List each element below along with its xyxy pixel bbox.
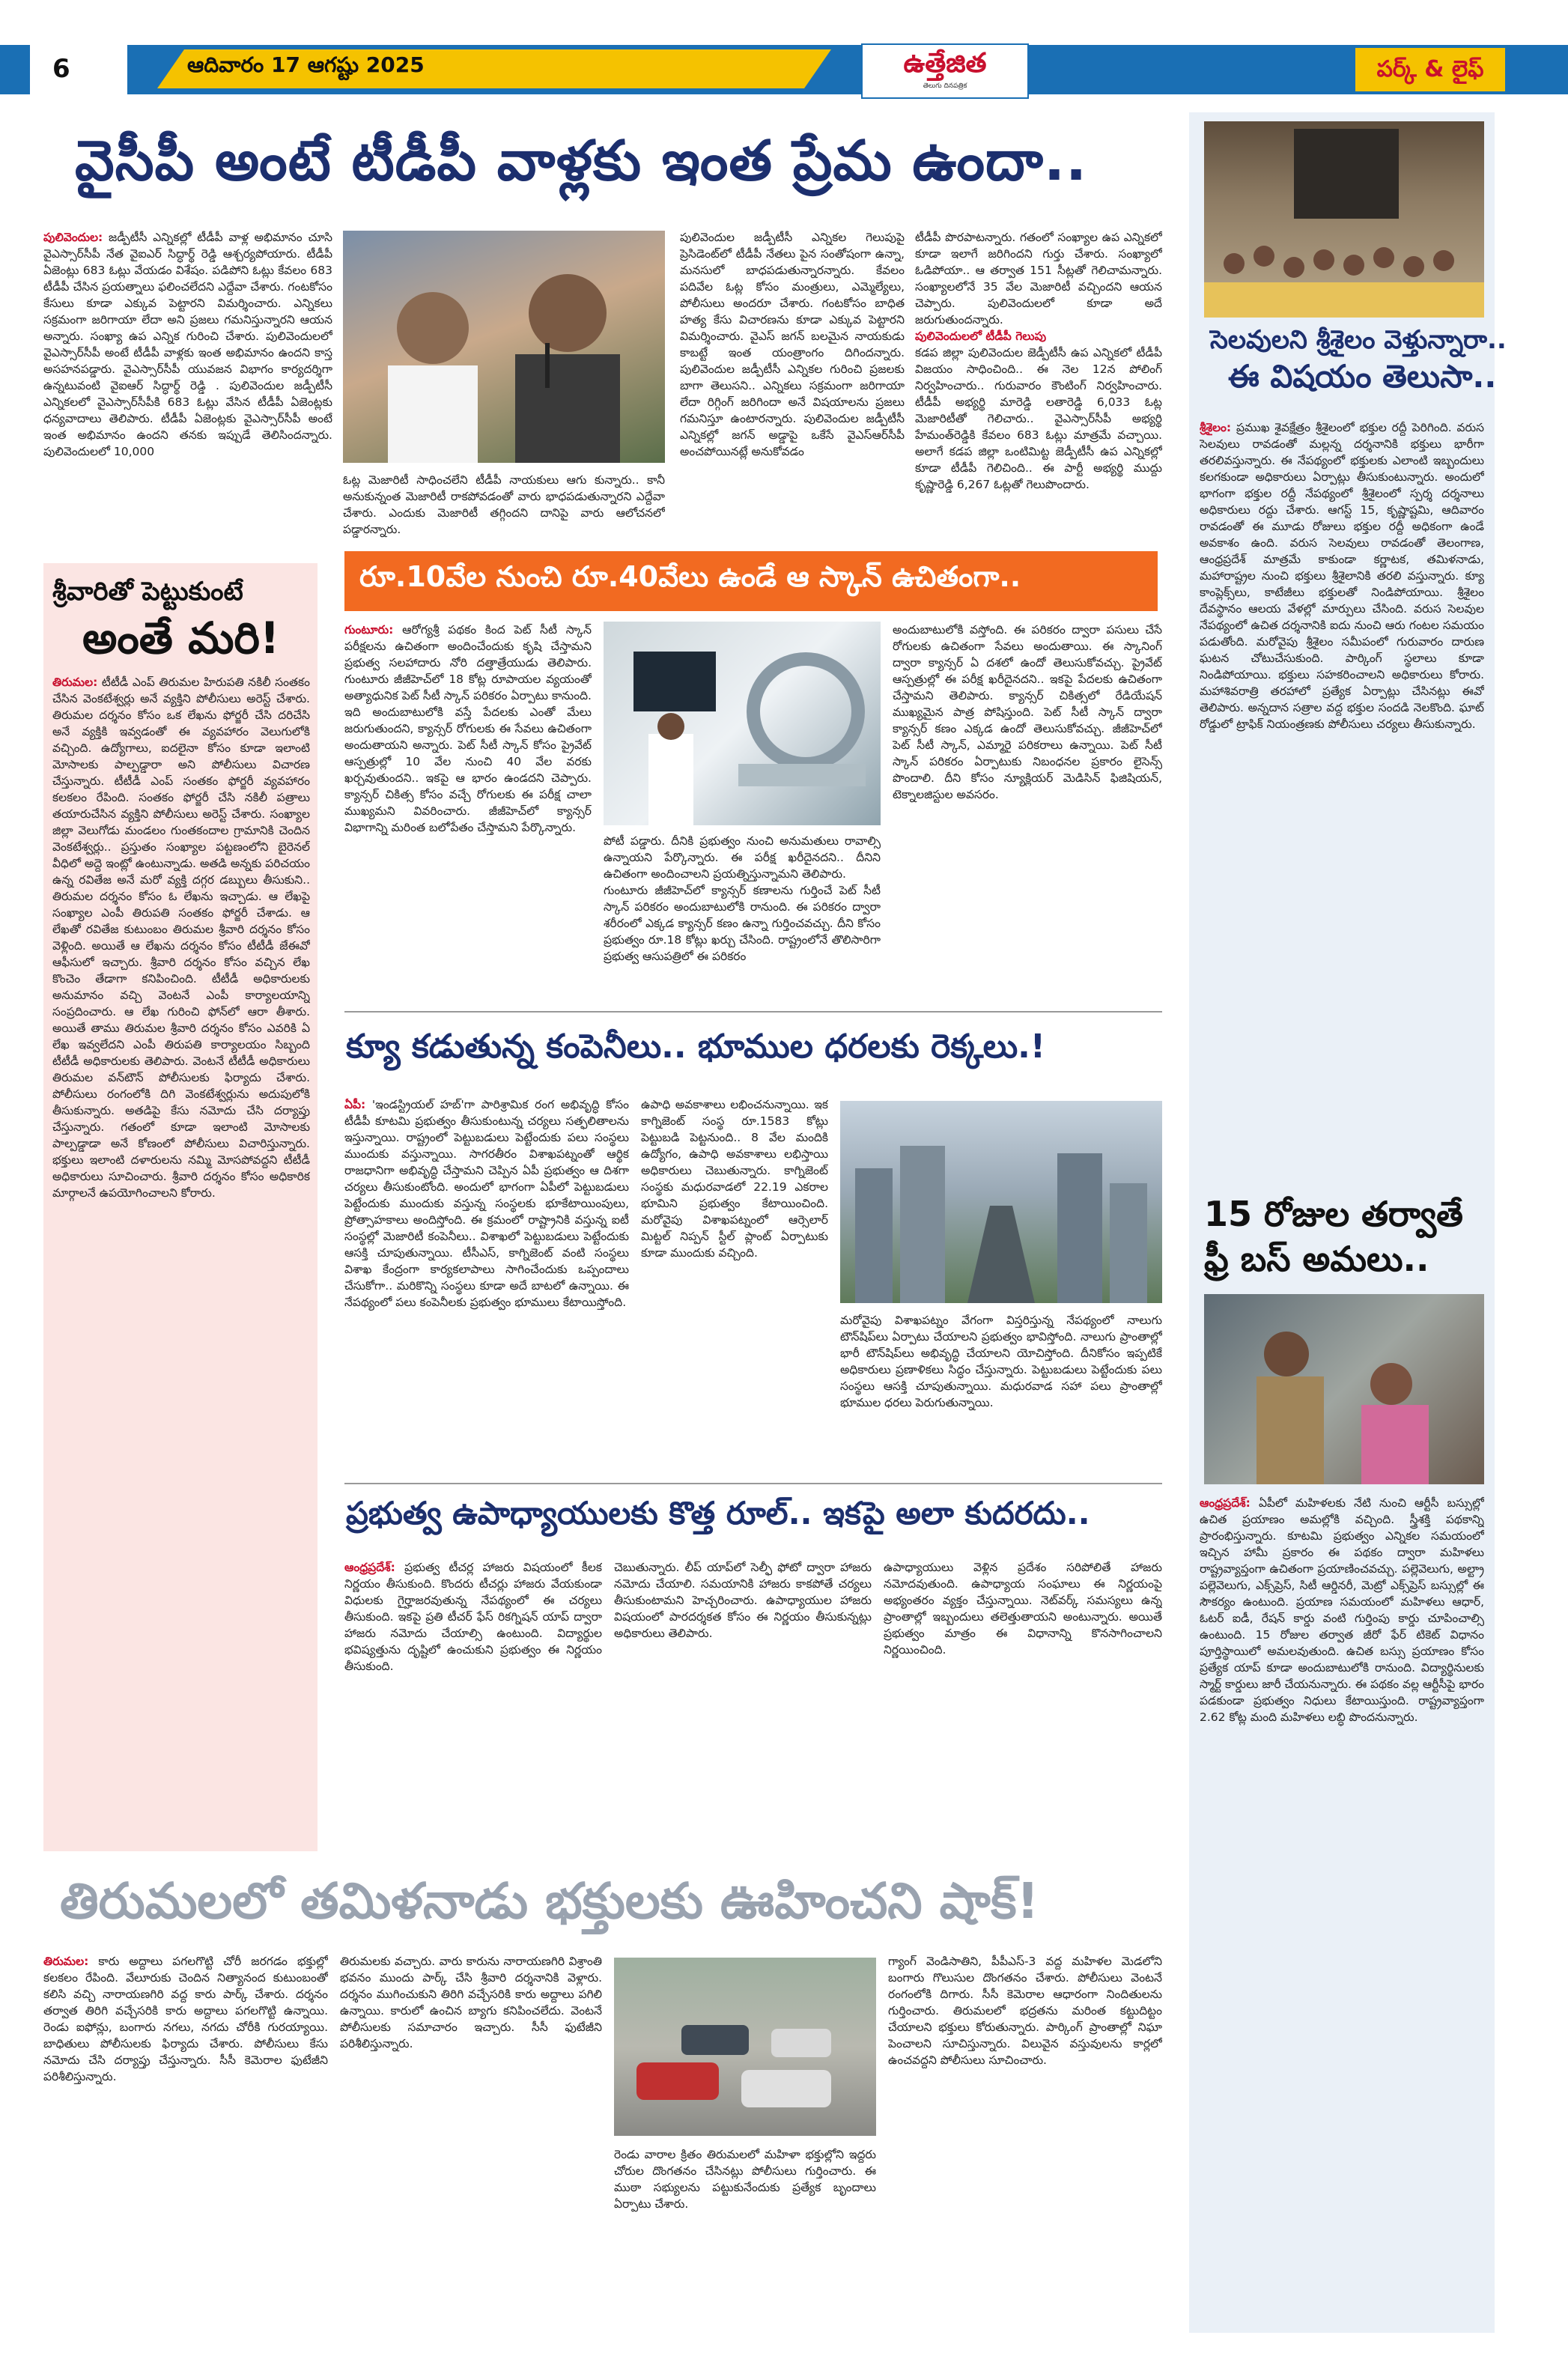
srisailam-body-text: ప్రముఖ శైవక్షేత్రం శ్రీశైలంలో భక్తుల రద్దీ పెరిగింది. వరుస సెలవులు రావడంతో మల్లన్న దర్శనానికి భక్తులు భారీగా తరలివస్తున్నారు. ఈ నేపథ్యంలో భక్తులకు ఎలాంటి ఇబ్బందులు కలగకుండా అధికారులు ఏర్పాట్లు తీసుకుంటున్నారు. అందులో భాగంగా భక్తుల రద్దీ నేపథ్యంలో శ్రీశైలంలో స్పర్శ దర్శనాలు అధికారులు రద్దు చేశారు. ఆగస్ట్ 15, కృష్ణాష్టమి, ఆదివారం రావడంతో ఈ మూడు రోజులు భక్తుల రద్దీ అధికంగా ఉండే అవకాశం ఉంది. వరుస సెలవులు రావడంతో తెలంగాణ, ఆంధ్రప్రదేశ్ మాత్రమే కాకుండా కర్ణాటక, తమిళనాడు, మహారాష్ట్రల నుంచి భక్తులు శ్రీశైలానికి తరలి వస్తున్నారు. క్యూ కాంప్లెక్స్‌లు, కాటేజీలు భక్తులతో నిండిపోయాయి. శ్రీశైలం దేవస్థానం ఆలయ వేళల్లో మార్పులు చేసింది. వరుస సెలవుల నేపథ్యంలో ఉచిత దర్శనానికి ఐదు నుంచి ఆరు గంటల సమయం పడుతోంది. మరోవైపు శ్రీశైలం సమీపంలో గురువారం దారుణ ఘటన చోటుచేసుకుంది. పార్కింగ్ స్థలాలు కూడా నిండిపోయాయి. భక్తులు సహకరించాలని అధికారులు కోరారు. మహాశివరాత్రి తరహాలో ప్రత్యేక ఏర్పాట్లు చేసినట్లు ఈవో తెలిపారు. అన్నదాన సత్రాల వద్ద భక్తుల సందడి నెలకొంది. ఘాట్ రోడ్డులో ట్రాఫిక్ నియంత్రణకు పోలీసులు చర్యలు తీసుకున్నారు. [1200, 421, 1484, 731]
freebus-body-text: ఏపీలో మహిళలకు నేటి నుంచి ఆర్టీసీ బస్సుల్లో ఉచిత ప్రయాణం అమల్లోకి వచ్చింది. స్త్రీశక్తి పథకాన్ని ప్రారంభిస్తున్నారు. కూటమి ప్రభుత్వం ఎన్నికల సమయంలో ఇచ్చిన హామీ ప్రకారం ఈ పథకం ద్వారా మహిళలు రాష్ట్రవ్యాప్తంగా ఉచితంగా ప్రయాణించవచ్చు. పల్లెవెలుగు, అల్ట్రా పల్లెవెలుగు, ఎక్స్‌ప్రెస్, సిటీ ఆర్డినరీ, మెట్రో ఎక్స్‌ప్రెస్ బస్సుల్లో ఈ సౌకర్యం ఉంటుంది. ప్రయాణ సమయంలో మహిళలు ఆధార్, ఓటర్ ఐడీ, రేషన్ కార్డు వంటి గుర్తింపు కార్డు చూపించాల్సి ఉంటుంది. 15 రోజుల తర్వాత జీరో ఫేర్ టికెట్ విధానం పూర్తిస్థాయిలో అమలవుతుంది. ఉచిత బస్సు ప్రయాణం కోసం ప్రత్యేక యాప్ కూడా అందుబాటులోకి రానుంది. విద్యార్థినులకు స్మార్ట్ కార్డులు జారీ చేయనున్నారు. ఈ పథకం వల్ల ఆర్టీసీపై భారం పడకుండా ప్రభుత్వం నిధులు కేటాయిస్తుంది. రాష్ట్రవ్యాప్తంగా 2.62 కోట్ల మంది మహిళలు లబ్ధి పొందనున్నారు. [1200, 1496, 1484, 1724]
tamil-dateline: తిరుమల: [43, 1955, 89, 1968]
scan-col2 [604, 833, 881, 998]
article1-subhead: పులివెందులలో టీడీపీ గెలుపు [915, 330, 1047, 343]
scan-col2-text: గుంటూరు జీజీహెచ్‌లో క్యాన్సర్ కణాలను గుర్తించే పెట్ సీటీ స్కాన్ పరికరం అందుబాటులోకి రానుంది. ఈ పరికరం ద్వారా శరీరంలో ఎక్కడ క్యాన్సర్ కణం ఉన్నా గుర్తించవచ్చు. దీని కోసం ప్రభుత్వం రూ.18 కోట్లు ఖర్చు చేసింది. రాష్ట్రంలోనే తొలిసారిగా ప్రభుత్వ ఆసుపత్రిలో ఈ పరికరం [604, 884, 881, 963]
scan-caption-text: పోటీ పడ్డారు. దీనికి ప్రభుత్వం నుంచి అనుమతులు రావాల్సి ఉన్నాయని పేర్కొన్నారు. ఈ పరీక్ష ఖరీదైనదని.. దీనిని ఉచితంగా అందించాలని ప్రయత్నిస్తున్నామని తెలిపారు. [604, 834, 881, 881]
teacher-col2: చెబుతున్నారు. లీప్ యాప్‌లో సెల్ఫీ ఫోటో ద్వారా హాజరు నమోదు చేయాలి. సమయానికి హాజరు కాకపోతే చర్యలు తీసుకుంటామని హెచ్చరించారు. ఉపాధ్యాయుల హాజరు విషయంలో పారదర్శకత కోసం ఈ నిర్ణయం తీసుకున్నట్లు అధికారులు తెలిపారు. [614, 1561, 872, 1640]
tamil-col4: గ్యాంగ్ వెండిసాతిని, పీపీఎస్-3 వద్ద మహిళల మెడలోని బంగారు గొలుసుల దొంగతనం చేశారు. పోలీసులు వెంటనే రంగంలోకి దిగారు. సీసీ కెమెరాల ఆధారంగా నిందితులను గుర్తించారు. తిరుమలలో భద్రతను మరింత కట్టుదిట్టం చేయాలని భక్తులు కోరుతున్నారు. పార్కింగ్ ప్రాంతాల్లో నిఘా పెంచాలని సూచిస్తున్నారు. విలువైన వస్తువులను కార్లలో ఉంచవద్దని పోలీసులు సూచించారు. [888, 1955, 1162, 2067]
freebus-photo [1204, 1294, 1484, 1484]
article1-col3: పులివెందుల జడ్పీటీసీ ఎన్నికల గెలుపుపై ప్రెసిడెంట్‌లో టీడీపీ నేతలు పైన సంతోషంగా ఉన్నా, మనసులో బాధపడుతున్నారన్నారు. కేవలం పదివేల ఓట్ల కోసం మంత్రులు, ఎమ్మెల్యేలు, పోలీసులు అందరూ చేశారు. గంటకోసం బాధిత హత్య కేసు విచారణను కూడా ఎక్కువ పెట్టారని విమర్శించారు. వైఎస్ జగన్ బలమైన నాయకుడు కాబట్టే ఇంత యంత్రాంగం దిగిందన్నారు. పులివెందుల జడ్పీటీసీ ఎన్నికల గురించి ప్రజలకు బాగా తెలుసని.. ఎన్నికలు సక్రమంగా జరిగాయా లేదా రిగ్గింగ్ జరిగిందా అనే విషయాలను ప్రజలు గమనిస్తూ ఉంటారన్నారు. పులివెందుల జడ్పీటీసీ ఎన్నికల్లో జగన్ అడ్డాపై ఒకేసే వైఎస్ఆర్‌సీపీ అంచపోయినట్లే అనుకోవడం [680, 231, 905, 458]
hospital-scan-photo-icon [604, 622, 881, 825]
company-col2: ఉపాధి అవకాశాలు లభించనున్నాయి. ఇక కాగ్నిజెంట్ సంస్థ రూ.1583 కోట్లు పెట్టుబడి పెట్టనుంది.. 8 వేల మందికి ఉద్యోగం, ఉపాధి అవకాశాలు లభిస్తాయి అధికారులు చెబుతున్నారు. కాగ్నిజెంట్ సంస్థకు మధురవాడలో 22.19 ఎకరాల భూమిని ప్రభుత్వం కేటాయించింది. మరోవైపు విశాఖపట్నంలో ఆర్సెలార్ మిట్టల్ నిప్పన్ స్టీల్ ప్లాంట్ ఏర్పాటుకు కూడా ముందుకు వచ్చింది. [641, 1098, 828, 1260]
person-photo-icon [343, 231, 665, 463]
article1-col1-text: జడ్పీటీసీ ఎన్నికల్లో టీడీపీ వాళ్ల అభిమానం చూసి వైఎస్సార్‌సీపీ నేత వైఐఎర్ సిద్ధార్థ్ రెడ్డి ఆశ్చర్యపోయారు. టీడీపీ ఏజెంట్లు 683 ఓట్లు వేయడం విశేషం. పడిపోని ఓట్లు కేవలం 683 టీడీపీ చేసిన ప్రయత్నాలు ఫలించలేదని ఎద్దేవా చేశారు. గంటకోసం కేసులు కూడా ఎక్కువ పెట్టారని విమర్శించారు. ఎన్నికలు సక్రమంగా జరిగాయా లేదా అని ప్రజలు గమనిస్తున్నారని ఆయన అన్నారు. సంఖ్యా ఉప ఎన్నిక గురించి చేశారు. పులివెందులలో వైఎస్సార్‌సీపీ అంటే టీడీపీ వాళ్లకు ఇంత అభిమానం ఉందని కాస్త అసహనపడ్డారు. వైఎస్సార్‌సీపీ యువజన విభాగం కార్యదర్శిగా ఉన్నటువంటి వైఐఆర్ సిద్ధార్థ్ రెడ్డి . పులివెందుల జడ్పీటీసీ ఎన్నికలలో వైఎస్సార్‌సీపీకి 683 ఓట్లు వేసిన టీడీపీ ఏజెంట్లకు ధన్యవాదాలు తెలిపారు. టీడీపీ ఏజెంట్లకు వైఎస్సార్‌సీపీ అంటే ఇంత అభిమానం ఉందని తనకు ఇప్పుడే తెలిసిందన్నారు. పులివెందులలో 10,000 [43, 231, 332, 458]
bus-photo-icon [1204, 1294, 1484, 1484]
srisailam-body [1200, 419, 1484, 1176]
article1-dateline: పులివెందుల: [43, 231, 103, 244]
masthead-logo [861, 43, 1029, 99]
issue-date: ఆదివారం 17 ఆగష్టు 2025 [187, 52, 425, 77]
teacher-dateline: ఆంధ్రప్రదేశ్: [344, 1561, 395, 1574]
pinkbox-title1: శ్రీవారితో పెట్టుకుంటే [52, 577, 243, 607]
scan-photo [604, 622, 881, 825]
scan-col3: అందుబాటులోకి వస్తోంది. ఈ పరికరం ద్వారా పసులు చేసే రోగులకు ఉచితంగా సేవలు అందుతాయి. ఈ స్కానింగ్ ద్వారా క్యాన్సర్ ఏ దశలో ఉందో తెలుసుకోవచ్చు. ప్రైవేట్ ఆస్పత్రుల్లో ఈ పరీక్ష ఖరీదైనదని.. ఇకపై పేదలకు ఉచితంగా చేస్తామని తెలిపారు. క్యాన్సర్ చికిత్సలో రేడియేషన్ ముఖ్యమైన పాత్ర పోషిస్తుంది. పెట్ సీటీ స్కాన్ ద్వారా క్యాన్సర్ కణం ఎక్కడ ఉందో తెలుసుకోవచ్చు. జీజీహెచ్‌లో పెట్ సీటీ స్కాన్, ఎమ్మారై పరికరాలు ఉన్నాయి. పెట్ సీటీ స్కాన్ పరికరం ఏర్పాటుకు నిబంధనల ప్రకారం లైసెన్స్ పొందాలి. దీని కోసం న్యూక్లియర్ మెడిసిన్ ఫిజిషియన్, టెక్నాలజిస్టుల అవసరం. [893, 623, 1162, 801]
tamil-col2: తిరుమలకు వచ్చారు. వారు కారును నారాయణగిరి విశ్రాంతి భవనం ముందు పార్క్ చేసి శ్రీవారి దర్శనానికి వెళ్లారు. దర్శనం ముగించుకుని తిరిగి వచ్చేసరికి కారు అద్దాలు పగిలి ఉన్నాయి. కారులో ఉంచిన బ్యాగు కనిపించలేదు. వెంటనే పోలీసులకు సమాచారం ఇచ్చారు. సీసీ ఫుటేజీని పరిశీలిస్తున్నారు. [340, 1955, 602, 2050]
tamil-col1-text: కారు అద్దాలు పగలగొట్టి చోరీ జరగడం భక్తుల్లో కలకలం రేపింది. వేలూరుకు చెందిన నిత్యానంద కుటుంబంతో కలిసి వచ్చి నారాయణగిరి వద్ద కారు పార్క్ చేశారు. దర్శనం తర్వాత తిరిగి వచ్చేసరికి కారు అద్దాలు పగలగొట్టి ఉన్నాయి. రెండు ఐఫోన్లు, బంగారు నగలు, నగదు చోరీకి గురయ్యాయి. బాధితులు పోలీసులకు ఫిర్యాదు చేశారు. పోలీసులు కేసు నమోదు చేసి దర్యాప్తు చేస్తున్నారు. సీసీ కెమెరాల ఫుటేజీని పరిశీలిస్తున్నారు. [43, 1955, 328, 2083]
company-headline: క్యూ కడుతున్న కంపెనీలు.. భూముల ధరలకు రెక్కలు.! [346, 1027, 1045, 1066]
freebus-headline2: ఫ్రీ బస్ అమలు.. [1204, 1239, 1429, 1279]
tamil-photo-caption: రెండు వారాల క్రితం తిరుమలలో మహిళా భక్తుల్లోని ఇద్దరు చోరుల దొంగతనం చేసినట్లు పోలీసులు గుర్తించారు. ఈ ముఠా సభ్యులను పట్టుకునేందుకు ప్రత్యేక బృందాలు ఏర్పాటు చేశారు. [614, 2148, 876, 2211]
page-number: 6 [52, 54, 70, 84]
freebus-dateline: ఆంధ్రప్రదేశ్: [1200, 1496, 1251, 1510]
teacher-headline: ప్రభుత్వ ఉపాధ్యాయులకు కొత్త రూల్.. ఇకపై అలా కుదరదు.. [346, 1495, 1090, 1531]
company-col1-text: 'ఇండస్ట్రియల్ హబ్'గా పారిశ్రామిక రంగ అభివృద్ధి కోసం టీడీపీ కూటమి ప్రభుత్వం తీసుకుంటున్న చర్యలు సత్ఫలితాలను ఇస్తున్నాయి. రాష్ట్రంలో పెట్టుబడులు పెట్టేందుకు పలు సంస్థలు ముందుకు వస్తున్నాయి. సాగరతీరం విశాఖపట్నంతో ఆర్థిక రాజధానిగా అభివృద్ధి చేస్తామని చెప్పిన ఏపీ ప్రభుత్వం ఆ దిశగా చర్యలు తీసుకుంటోంది. అందులో భాగంగా ఏపీలో పెట్టుబడులు పెట్టేందుకు ముందుకు వస్తున్న సంస్థలకు భూకేటాయింపులు, ప్రోత్సాహకాలు అందిస్తోంది. ఈ క్రమంలో రాష్ట్రానికి వస్తున్న ఐటీ సంస్థల్లో మెజారిటీ కంపెనీలు.. విశాఖలో పెట్టుబడులు పెట్టేందుకు ఆసక్తి చూపుతున్నాయి. టీసీఎస్, కాగ్నిజెంట్ వంటి సంస్థలు విశాఖ కేంద్రంగా కార్యకలాపాలు సాగించేందుకు ఒప్పందాలు చేసుకోగా.. మరికొన్ని సంస్థలు కూడా అదే బాటలో ఉన్నాయి. ఈ నేపథ్యంలో పలు కంపెనీలకు ప్రభుత్వం భూములు కేటాయిస్తోంది. [344, 1098, 629, 1309]
teacher-col3: ఉపాధ్యాయులు వెళ్లిన ప్రదేశం సరిపోలితే హాజరు నమోదవుతుంది. ఉపాధ్యాయ సంఘాలు ఈ నిర్ణయంపై అభ్యంతరం వ్యక్తం చేస్తున్నాయి. నెట్‌వర్క్ సమస్యలు ఉన్న ప్రాంతాల్లో ఇబ్బందులు తలెత్తుతాయని అంటున్నారు. అయితే ప్రభుత్వం మాత్రం ఈ విధానాన్ని కొనసాగించాలని నిర్ణయించింది. [884, 1561, 1162, 1657]
divider [344, 1483, 1162, 1484]
srisailam-dateline: శ్రీశైలం: [1200, 421, 1232, 434]
article1-col4 [915, 229, 1162, 539]
masthead-subtitle: తెలుగు దినపత్రిక [923, 82, 967, 90]
srisailam-photo [1204, 121, 1484, 318]
article1-col4b-text: కడప జిల్లా పులివెందుల జెడ్పీటీసీ ఉప ఎన్నికలో టీడీపీ విజయం సాధించింది.. ఈ నెల 12న పోలింగ్ నిర్వహించారు.. గురువారం కౌంటింగ్ నిర్వహించారు. టీడీపీ అభ్యర్థి మారెడ్డి లతారెడ్డి 6,033 ఓట్ల మెజారిటీతో గెలిచారు.. వైఎస్సార్‌సీపీ అభ్యర్థి హేమంత్‌రెడ్డికి కేవలం 683 ఓట్లు మాత్రమే వచ్చాయి. అలాగే కడప జిల్లా ఒంటిమిట్ట జెడ్పీటీసీ ఉప ఎన్నికల్లో కూడా టీడీపీ గెలిచింది.. ఈ పార్టీ అభ్యర్థి ముద్దు కృష్ణారెడ్డి 6,267 ఓట్లతో గెలుపొందారు. [915, 346, 1162, 491]
scan-col1 [344, 622, 592, 996]
masthead-title: ఉత్తేజిత [903, 48, 987, 79]
pinkbox-dateline: తిరుమల: [52, 676, 98, 689]
tamil-photo [614, 1958, 876, 2136]
company-col3: మరోవైపు విశాఖపట్నం వేగంగా విస్తరిస్తున్న నేపథ్యంలో నాలుగు టౌన్‌షిప్‌లు ఏర్పాటు చేయాలని ప్రభుత్వం భావిస్తోంది. నాలుగు ప్రాంతాల్లో భారీ టౌన్‌షిప్‌లు అభివృద్ధి చేయాలని యోచిస్తోంది. దీనికోసం ఇప్పటికే అధికారులు ప్రణాళికలు సిద్ధం చేస్తున్నారు. పెట్టుబడులు పెట్టేందుకు పలు సంస్థలు ఆసక్తి చూపుతున్నాయి. మధురవాడ సహా పలు ప్రాంతాల్లో భూముల ధరలు పెరుగుతున్నాయి. [840, 1314, 1162, 1409]
freebus-headline1: 15 రోజుల తర్వాతే [1204, 1194, 1463, 1234]
article1-photo [343, 231, 665, 463]
main-headline: వైసీపీ అంటే టీడీపీ వాళ్లకు ఇంత ప్రేమ ఉందా.. [75, 129, 1088, 193]
article1-photo-caption: ఓట్ల మెజారిటీ సాధించలేని టీడీపీ నాయకులు ఆగు కున్నారు.. కానీ అనుకున్నంత మెజారిటీ రాకపోవడంతో వారు భాధపడుతున్నారని ఎద్దేవా చేశారు. ఎందుకు మెజారిటీ తగ్గిందని దానిపై వారు ఆలోచనలో పడ్డారన్నారు. [343, 473, 665, 536]
article1-col4-text: టీడీపీ పొరపాటన్నారు. గతంలో సంఖ్యాల ఉప ఎన్నికలో కూడా ఇలాగే జరిగిందని గుర్తు చేశారు. సంఖ్యాలో ఓడిపోయా.. ఆ తర్వాత 151 సీట్లతో గెలిచామన్నారు. సంఖ్యాలలోనే 35 వేల మెజారిటీ వచ్చిందని ఆయన చెప్పారు. పులివెందులలో కూడా అదే జరుగుతుందన్నారు. [915, 231, 1162, 327]
scan-dateline: గుంటూరు: [344, 623, 394, 637]
crowd-photo-icon [1204, 121, 1484, 318]
parked-cars-icon [614, 1958, 876, 2136]
tamil-headline: తిరుమలలో తమిళనాడు భక్తులకు ఊహించని షాక్! [60, 1872, 1039, 1930]
teacher-col1-text: ప్రభుత్వ టీచర్ల హాజరు విషయంలో కీలక నిర్ణయం తీసుకుంది. కొందరు టీచర్లు హాజరు వేయకుండా విధులకు గైర్హాజరవుతున్న నేపథ్యంలో ఈ చర్యలు తీసుకుంది. ఇకపై ప్రతి టీచర్ ఫేస్ రికగ్నిషన్ యాప్ ద్వారా హాజరు నమోదు చేయాల్సి ఉంటుంది. విద్యార్థుల భవిష్యత్తును దృష్టిలో ఉంచుకుని ప్రభుత్వం ఈ నిర్ణయం తీసుకుంది. [344, 1561, 602, 1673]
page-number-box [30, 45, 127, 94]
company-col1 [344, 1096, 629, 1471]
scan-col1-text: ఆరోగ్యశ్రీ పథకం కింద పెట్ సీటీ స్కాన్ పరీక్షలను ఉచితంగా అందించేందుకు కృషి చేస్తామని ప్రభుత్వ సలహాదారు నోరి దత్తాత్రేయుడు తెలిపారు. గుంటూరు జీజీహెచ్‌లో 18 కోట్ల రూపాయల వ్యయంతో అత్యాధునిక పెట్ సీటీ స్కాన్ పరికరం ఏర్పాటు కానుంది. ఇది అందుబాటులోకి వస్తే పేదలకు ఎంతో మేలు జరుగుతుందని, క్యాన్సర్ రోగులకు ఈ సేవలు ఉచితంగా అందుతాయని అన్నారు. పెట్ సీటీ స్కాన్ కోసం ప్రైవేట్ ఆస్పత్రుల్లో 10 వేల నుంచి 40 వేల వరకు ఖర్చవుతుందని.. ఇకపై ఆ భారం ఉండదని చెప్పారు. క్యాన్సర్ చికిత్స కోసం వచ్చే రోగులకు ఈ పరీక్ష చాలా ముఖ్యమని వివరించారు. జీజీహెచ్‌లో క్యాన్సర్ విభాగాన్ని మరింత బలోపేతం చేస్తామని పేర్కొన్నారు. [344, 623, 592, 834]
city-skyline-icon [840, 1101, 1162, 1303]
pinkbox-body-text: టీటీడీ ఎంప్ తిరుమల హిరుపతి నకిలీ సంతకం చేసిన వెంకటేశ్వర్లు అనే వ్యక్తిని పోలీసులు అరెస్ట్ చేశారు. తిరుమల దర్శనం కోసం ఒక లేఖను ఫోర్జరీ చేసి దరిచేసి అనే వ్యక్తికి ఇవ్వడంతో ఈ వ్యవహారం వెలుగులోకి వచ్చింది. ఉద్యోగాలు, ఐదలైనా కోసం కూడా ఇలాంటి మోసాలకు పాల్పడ్డారా అని పోలీసులు విచారణ చేస్తున్నారు. టీటీడీ ఎంప్ సంతకం ఫోర్జరీ వ్యవహారం కలకలం రేపింది. సంతకం ఫోర్జరీ చేసి నకిలీ పత్రాలు తయారుచేసిన వ్యక్తిని పోలీసులు అరెస్ట్ చేశారు. సంఖ్యాల జిల్లా వెలుగోడు మండలం గుంతకందాల గ్రామానికి చెందిన వెంకటేశ్వర్లు.. ప్రస్తుతం సంఖ్యాల పట్టణంలోని బైరెనల్ వీధిలో అద్దె ఇంట్లో ఉంటున్నాడు. అతడి అన్నకు పరిచయం ఉన్న రవితేజ అనే మరో వ్యక్తి దగ్గర డబ్బులు తీసుకుని.. తిరుమల దర్శనం కోసం ఓ లేఖను ఇచ్చాడు. ఆ లేఖపై సంఖ్యాల ఎంపీ తిరుపతి సంతకం ఫోర్జరీ చేశాడు. ఆ లేఖతో రవితేజ కుటుంబం తిరుమల శ్రీవారి దర్శనం కోసం వెళ్లింది. అయితే ఆ లేఖను దర్శనం కోసం టీటీడీ జేఈవో ఆఫీసులో ఇచ్చారు. శ్రీవారి దర్శనం కోసం వచ్చిన లేఖ కొంచెం తేడాగా కనిపించింది. టీటీడీ అధికారులకు అనుమానం వచ్చి వెంటనే ఎంపీ కార్యాలయాన్ని సంప్రదించారు. ఆ లేఖ గురించి ఫోన్‌లో ఆరా తీశారు. అయితే తాము తిరుమల శ్రీవారి దర్శనం కోసం ఎవరికి ఏ లేఖ ఇవ్వలేదని ఎంపీ తిరుపతి కార్యాలయం సిబ్బంది టీటీడీ అధికారులకు తెలిపారు. వెంటనే టీటీడీ అధికారులు తిరుమల వన్‌టౌన్ పోలీసులకు ఫిర్యాదు చేశారు. పోలీసులు రంగంలోకి దిగి వెంకటేశ్వర్లును అదుపులోకి తీసుకున్నారు. అతడిపై కేసు నమోదు చేసి దర్యాప్తు చేస్తున్నారు. గతంలో కూడా ఇలాంటి మోసాలకు పాల్పడ్డాడా అనే కోణంలో పోలీసులు విచారిస్తున్నారు. భక్తులు ఇలాంటి దళారులను నమ్మి మోసపోవద్దని టీటీడీ అధికారులు సూచించారు. శ్రీవారి దర్శనం కోసం అధికారిక మార్గాలనే ఉపయోగించాలని కోరారు. [52, 676, 310, 1200]
city-photo [840, 1101, 1162, 1303]
teacher-col1 [344, 1559, 602, 1859]
freebus-body [1200, 1495, 1484, 2319]
srisailam-headline1: సెలవులని శ్రీశైలం వెళ్తున్నారా.. [1210, 325, 1507, 355]
srisailam-headline2: ఈ విషయం తెలుసా.. [1228, 358, 1497, 395]
pinkbox-body [52, 674, 310, 1842]
scan-headline: రూ.10వేల నుంచి రూ.40వేలు ఉండే ఆ స్కాన్ ఉచితంగా.. [359, 560, 1021, 593]
section-label: పర్క్ & లైఫ్ [1355, 48, 1505, 91]
company-dateline: ఏపీ: [344, 1098, 366, 1111]
tamil-col1 [43, 1953, 328, 2335]
pinkbox-title2: అంతే మరి! [82, 613, 280, 664]
divider [344, 1011, 1162, 1013]
article1-col1 [43, 229, 332, 536]
